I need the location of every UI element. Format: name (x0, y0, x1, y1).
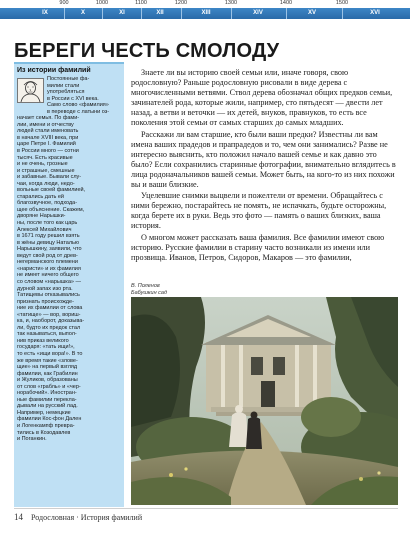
sidebar-line: лии, имени и отчеству (17, 121, 74, 128)
sidebar-line: в жёны девицу Наталью (17, 239, 80, 246)
sidebar-line: Алексей Михайлович (17, 226, 72, 233)
sidebar-line: ведут свой род от древ- (17, 252, 78, 259)
main-article-text (131, 68, 398, 264)
sidebar-text (14, 76, 124, 443)
timeline-year: 1400 (279, 0, 293, 6)
sidebar-line: Татищевы отказывались (17, 292, 80, 299)
sidebar-line: то есть «ищи вора!». В то (17, 350, 83, 357)
surname-history-sidebar (14, 62, 124, 507)
timeline-century: XV (307, 10, 317, 16)
footer-rule (14, 508, 398, 509)
sidebar-heading: Из истории фамилий (17, 67, 91, 74)
sidebar-line: и Жуликов, образованы (17, 377, 78, 384)
sidebar-line: ные фамилии перекла- (17, 396, 77, 403)
timeline-century: IX (42, 10, 48, 16)
sidebar-line: в России с XVI века. (47, 95, 99, 102)
sidebar-line: употребляться (47, 89, 85, 96)
timeline-tick (342, 8, 343, 19)
timeline-tick (102, 8, 103, 19)
sidebar-line: дворяне Нарышки- (17, 213, 66, 220)
sidebar-line: щее объяснение. Скажем, (17, 206, 85, 213)
painting-caption (131, 283, 167, 296)
sidebar-line: ка, и, наоборот, доказыва- (17, 318, 85, 325)
timeline-year: 900 (59, 0, 69, 6)
sidebar-line: так называться, выпол- (17, 331, 77, 338)
article-paragraph: Знаете ли вы историю своей семьи или, иначе говоря, свою родословную? Раньше родословную рисовали в виде дерева с многочисленными ветвями. Ствол дерева обозначал общих предков семьи, зачинателей рода, которые жили, например, сто пятьдесят — двести лет назад, а ветви и веточки — их детей, внуков, правнуков, то есть все поколения этой семьи от самых старших до самых младших. (131, 68, 393, 128)
timeline-tick (181, 8, 182, 19)
timeline-century: X (80, 10, 86, 16)
sidebar-line: людей стали именовать (17, 128, 79, 135)
timeline-tick (286, 8, 287, 19)
century-timeline (0, 0, 410, 20)
sidebar-line: в начале XVIII века, при (17, 134, 79, 141)
sidebar-line: щие» на первый взгляд (17, 364, 78, 371)
sidebar-line: государя: «тать ищи!», (17, 344, 75, 351)
timeline-year: 1200 (174, 0, 188, 6)
sidebar-line: чаи, когда люди, недо- (17, 180, 75, 187)
sidebar-line: царе Петре I. Фамилий (17, 141, 76, 148)
sidebar-line: начает семья. По фами- (17, 115, 80, 122)
sidebar-line: Постоянные фа- (47, 76, 90, 82)
sidebar-line: фамилии Кос-фон Дален (17, 416, 82, 423)
timeline-century: XIV (253, 10, 263, 16)
sidebar-line: признать происхожде- (17, 298, 74, 305)
page-footer (14, 512, 142, 522)
sidebar-line: фамилии, как Грабилин (17, 370, 78, 377)
sidebar-line: и не очень, грозные (17, 161, 68, 168)
sidebar-line: не имеет ничего общего (17, 272, 79, 279)
timeline-tick (141, 8, 142, 19)
sidebar-line: нив приказ великого (17, 337, 69, 344)
article-paragraph: Расскажи ли вам старшие, кто были ваши предки? Известны ли вам имена ваших прадедов и прапрадедов и то, чем они занимались? Разве не интересно выяснить, кто положил начало вашей семье и как давно это было? Если сохранились старинные фотографии, внимательно вглядитесь в лица родоначальников вашей семьи. Может быть, на кого-то из них похожи вы и ваши близкие. (131, 129, 396, 190)
sidebar-line: Нарышкину, заявили, что (17, 246, 82, 253)
timeline-years (0, 0, 410, 8)
page-title: БЕРЕГИ ЧЕСТЬ СМОЛОДУ (14, 40, 280, 62)
timeline-century-bar (0, 8, 410, 19)
sidebar-line: тысяч. Есть красивые (17, 154, 73, 161)
sidebar-line: в переводе с латыни оз- (47, 108, 110, 115)
timeline-year: 1100 (135, 0, 147, 6)
sidebar-line: и Поганкин. (17, 436, 47, 443)
sidebar-line: и забавные. Бывали слу- (17, 174, 82, 181)
painting-artist: В. Поленов (131, 283, 160, 289)
sidebar-line: милии стали (47, 82, 80, 89)
timeline-year: 1500 (335, 0, 349, 6)
painting-name: Бабушкин сад (131, 289, 167, 296)
sidebar-line: дывали на русский лад. (17, 403, 78, 410)
sidebar-line: негерманского племени (17, 259, 78, 266)
sidebar-line: тились в Козодавлев (17, 429, 71, 436)
sidebar-line: дурной запах изо рта. (17, 285, 73, 292)
sidebar-line: «татище» — вор, вориш- (17, 311, 81, 318)
painting-image (131, 297, 398, 505)
article-paragraph: О многом может рассказать ваша фамилия. Все фамилии имеют свою историю. Русские фамилии в старину часто возникали из имени или прозвища. Иванов, Петров, Сидоров, Макаров — это фамилии, (131, 232, 385, 262)
portrait-sketch-icon (17, 78, 44, 103)
sidebar-line: ли, будто их предок стал (17, 324, 81, 331)
sidebar-line: и страшные, смешные (17, 167, 75, 174)
running-title: Родословная · История фамилий (31, 513, 143, 522)
sidebar-line: и Логенкампф превра- (17, 422, 75, 429)
sidebar-line: ны, после того как царь (17, 220, 78, 227)
sidebar-line: старались дать ей (17, 193, 64, 200)
timeline-year: 1000 (95, 0, 109, 6)
sidebar-line: Само слово «фамилия» (47, 102, 109, 109)
sidebar-line: норабочий». Иностран- (17, 390, 77, 397)
timeline-century: XI (119, 10, 125, 16)
sidebar-line: «наристи» и их фамилия (17, 265, 81, 272)
timeline-tick (64, 8, 65, 19)
sidebar-line: ние их фамилии от слова (17, 305, 83, 312)
article-paragraph: Уцелевшие снимки выцвели и пожелтели от времени. Обращайтесь с ними бережно, постарайтесь не помять, не испачкать, будьте осторожны, когда берете их в руки. Ведь это фото — память о ваших близких, ваша история. (131, 191, 387, 231)
sidebar-line: в России много — сотни (17, 148, 79, 155)
timeline-century: XVI (370, 10, 380, 16)
timeline-century: XII (156, 10, 164, 16)
sidebar-line: от слов «грабль» и «чер- (17, 383, 81, 390)
sidebar-line: Например, немецкие (17, 409, 71, 416)
sidebar-line: же время такие «злове- (17, 357, 78, 364)
timeline-tick (231, 8, 232, 19)
timeline-century: XIII (201, 10, 211, 16)
sidebar-line: со словом «нарышка» — (17, 278, 81, 285)
timeline-year: 1300 (224, 0, 238, 6)
sidebar-line: в 1671 году решил взять (17, 233, 80, 240)
page-number: 14 (14, 512, 23, 522)
sidebar-line: вольные своей фамилией, (17, 187, 86, 194)
sidebar-line: благозвучное, подхода- (17, 200, 78, 207)
painting-grandmothers-garden (131, 297, 398, 505)
